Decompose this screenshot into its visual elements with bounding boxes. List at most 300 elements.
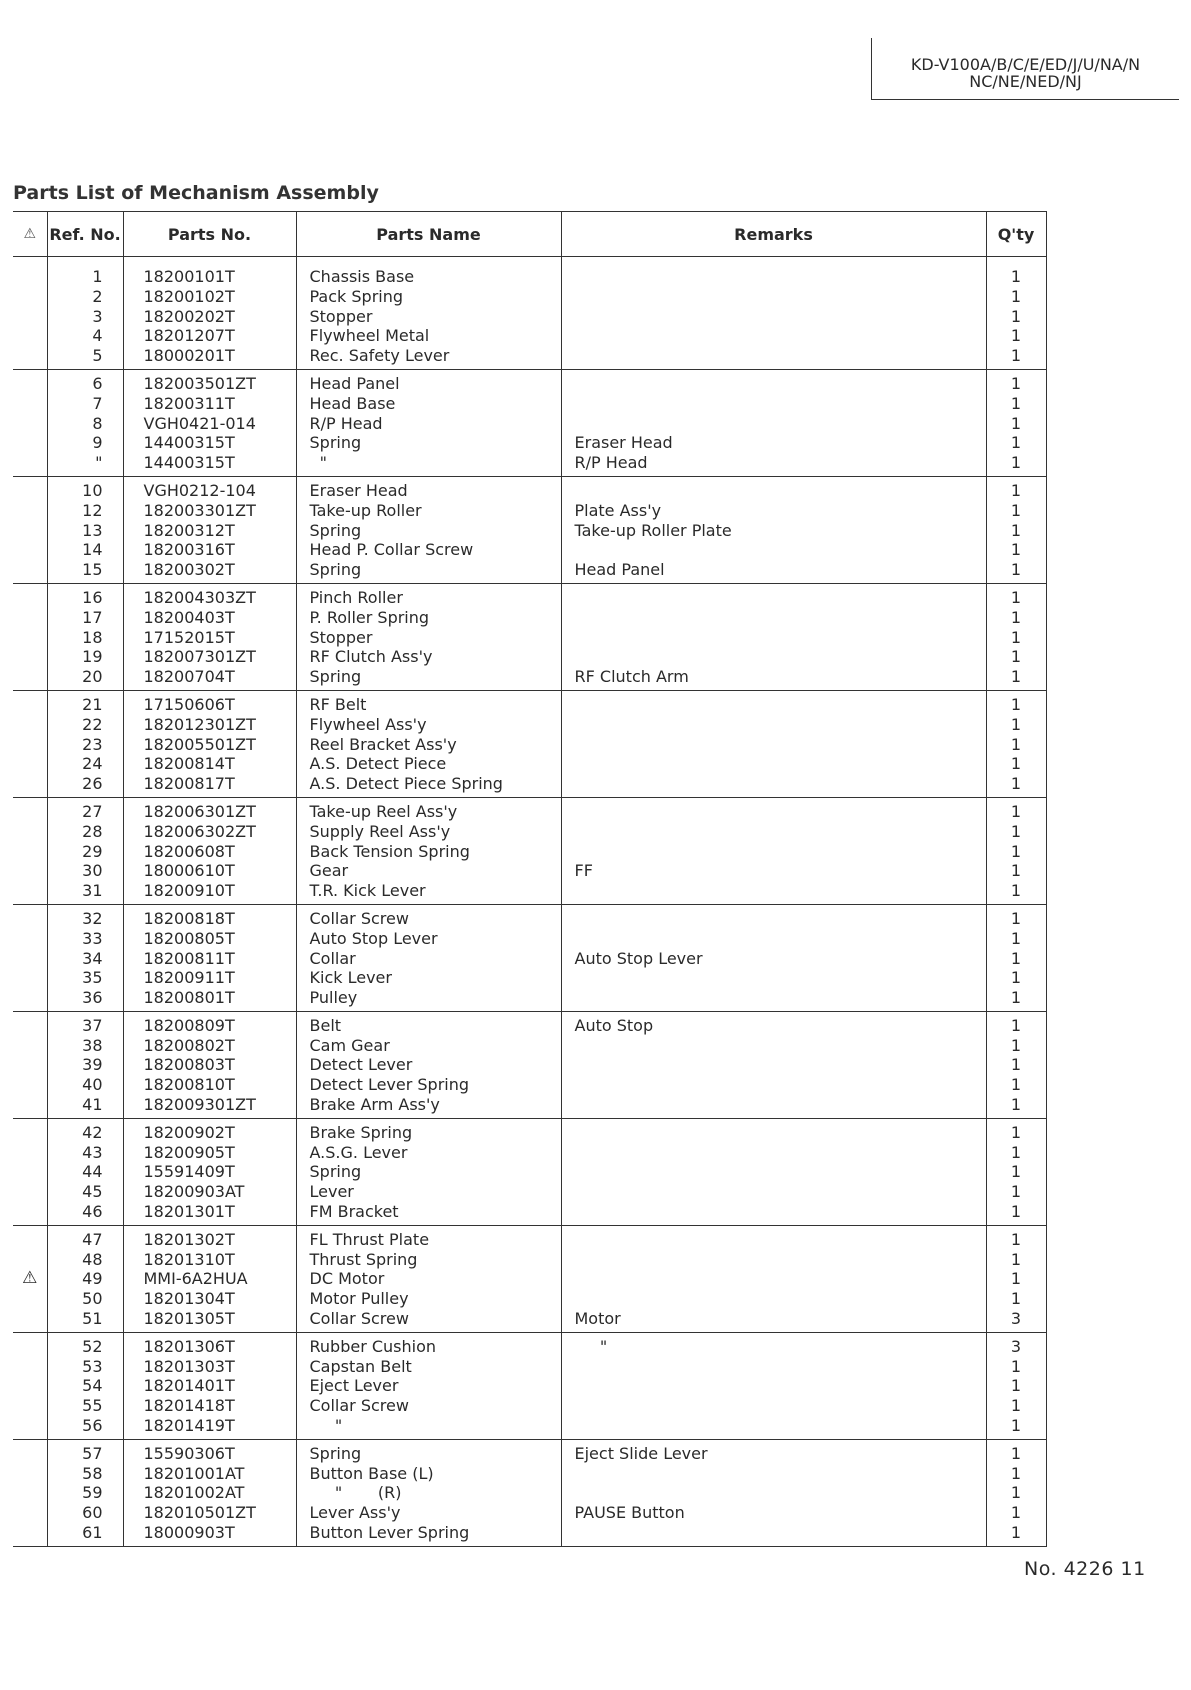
cell-line: 34	[82, 948, 103, 968]
warning-icon	[13, 414, 47, 434]
cell-line	[562, 1357, 986, 1377]
cell-line: 18201310T	[143, 1249, 235, 1269]
cell-line: 1	[1010, 801, 1022, 821]
ref-no-cell	[47, 583, 123, 690]
warning-icon	[13, 695, 47, 715]
cell-line: 1	[1010, 647, 1022, 667]
ref-no-cell	[47, 369, 123, 476]
cell-line: Eject Slide Lever	[574, 1443, 708, 1463]
cell-line: 1	[1010, 1463, 1022, 1483]
cell-line: 1	[1010, 1356, 1022, 1376]
cell-line: 1	[1010, 500, 1022, 520]
cell-line: VGH0212-104	[143, 480, 256, 500]
warning-icon	[13, 1123, 47, 1143]
cell-line: Back Tension Spring	[309, 841, 470, 861]
cell-line: 18201303T	[143, 1356, 235, 1376]
cell-line: 12	[82, 500, 103, 520]
cell-line	[562, 909, 986, 929]
cell-line: Rubber Cushion	[309, 1336, 437, 1356]
cell-line: 1	[1010, 1523, 1022, 1543]
cell-line: 1	[1010, 480, 1022, 500]
warning-icon	[13, 481, 47, 501]
warning-icon	[13, 1416, 47, 1436]
remarks-cell	[561, 1332, 986, 1439]
cell-line: 18201305T	[143, 1309, 235, 1329]
warning-icon	[13, 501, 47, 521]
cell-line: 1	[1010, 306, 1022, 326]
cell-line: 182004303ZT	[143, 587, 256, 607]
cell-line: R/P Head	[309, 413, 383, 433]
warning-icon	[13, 881, 47, 901]
parts-name-cell	[296, 1225, 561, 1332]
cell-line: 51	[82, 1309, 103, 1329]
ref-no-cell	[47, 1225, 123, 1332]
cell-line: 9	[92, 433, 103, 453]
table-row-group	[13, 369, 1046, 476]
cell-line	[562, 287, 986, 307]
parts-no-cell	[123, 583, 296, 690]
cell-line: 1	[1010, 1015, 1022, 1035]
warning-icon	[13, 1143, 47, 1163]
cell-line: 1	[1010, 286, 1022, 306]
parts-no-cell	[123, 1011, 296, 1118]
cell-line: Spring	[309, 667, 362, 687]
cell-line: Head Panel	[309, 373, 400, 393]
col-header-remarks: Remarks	[561, 212, 986, 257]
cell-line: Motor	[574, 1309, 621, 1329]
cell-line: PAUSE Button	[574, 1503, 685, 1523]
cell-line: Spring	[309, 560, 362, 580]
cell-line: 37	[82, 1015, 103, 1035]
cell-line: 3	[92, 306, 103, 326]
cell-line	[562, 774, 986, 794]
cell-line: Motor Pulley	[309, 1289, 409, 1309]
cell-line: " (R)	[309, 1483, 402, 1503]
cell-line	[562, 1036, 986, 1056]
warning-cell	[13, 690, 47, 797]
parts-no-cell	[123, 257, 296, 370]
cell-line: Chassis Base	[309, 267, 415, 286]
cell-line: Stopper	[309, 306, 373, 326]
cell-line: 1	[1010, 908, 1022, 928]
cell-line: 48	[82, 1249, 103, 1269]
warning-cell	[13, 257, 47, 370]
cell-line: 20	[82, 667, 103, 687]
table-row-group	[13, 1225, 1046, 1332]
warning-icon	[13, 453, 47, 473]
cell-line: 1	[1010, 1035, 1022, 1055]
cell-line: 61	[82, 1523, 103, 1543]
parts-name-cell	[296, 583, 561, 690]
cell-line: "	[95, 453, 103, 473]
cell-line: Auto Stop	[574, 1015, 654, 1035]
cell-line: 18201207T	[143, 326, 235, 346]
cell-line: 29	[82, 841, 103, 861]
cell-line: 18200902T	[143, 1122, 235, 1142]
cell-line: Collar Screw	[309, 908, 409, 928]
parts-name-cell	[296, 476, 561, 583]
cell-line: 3	[1010, 1309, 1022, 1329]
warning-cell	[13, 1332, 47, 1439]
cell-line	[562, 307, 986, 327]
cell-line: 45	[82, 1182, 103, 1202]
cell-line	[562, 346, 986, 366]
cell-line: 18200803T	[143, 1055, 235, 1075]
cell-line: "	[309, 453, 328, 473]
cell-line: Belt	[309, 1015, 342, 1035]
cell-line: 3	[1010, 1336, 1022, 1356]
cell-line: 1	[1010, 607, 1022, 627]
cell-line: 1	[1010, 1202, 1022, 1222]
cell-line: Head Panel	[574, 560, 665, 580]
ref-no-cell	[47, 1011, 123, 1118]
cell-line: 31	[82, 881, 103, 901]
warning-cell	[13, 1011, 47, 1118]
cell-line: 1	[1010, 667, 1022, 687]
table-header-row	[13, 212, 1046, 257]
parts-no-cell	[123, 1439, 296, 1546]
cell-line: 54	[82, 1376, 103, 1396]
cell-line: Auto Stop Lever	[309, 928, 438, 948]
qty-cell	[986, 476, 1046, 583]
warning-icon	[13, 1464, 47, 1484]
cell-line	[562, 1483, 986, 1503]
cell-line: 57	[82, 1443, 103, 1463]
warning-icon	[13, 968, 47, 988]
warning-icon	[13, 988, 47, 1008]
cell-line	[562, 881, 986, 901]
cell-line: 49	[82, 1269, 103, 1289]
cell-line	[562, 1055, 986, 1075]
qty-cell	[986, 797, 1046, 904]
cell-line: 58	[82, 1463, 103, 1483]
cell-line: Auto Stop Lever	[574, 948, 703, 968]
cell-line: 18200811T	[143, 948, 235, 968]
cell-line: 14400315T	[143, 453, 235, 473]
warning-icon	[13, 1503, 47, 1523]
parts-name-cell	[296, 1011, 561, 1118]
warning-icon	[13, 1250, 47, 1270]
cell-line: 18200312T	[143, 520, 235, 540]
warning-icon	[13, 822, 47, 842]
warning-icon	[13, 326, 47, 346]
cell-line: 18200101T	[143, 267, 235, 286]
cell-line: Flywheel Ass'y	[309, 714, 427, 734]
cell-line: 18	[82, 627, 103, 647]
cell-line	[562, 647, 986, 667]
cell-line: 40	[82, 1075, 103, 1095]
cell-line: Take-up Roller Plate	[574, 520, 732, 540]
warning-icon	[13, 433, 47, 453]
cell-line: 18200910T	[143, 881, 235, 901]
cell-line	[562, 1162, 986, 1182]
cell-line: 18000610T	[143, 861, 235, 881]
cell-line	[562, 715, 986, 735]
cell-line: 182006301ZT	[143, 801, 256, 821]
cell-line: 1	[1010, 627, 1022, 647]
cell-line: 182006302ZT	[143, 821, 256, 841]
cell-line	[562, 1269, 986, 1289]
warning-icon	[13, 374, 47, 394]
cell-line	[562, 326, 986, 346]
cell-line: 1	[1010, 413, 1022, 433]
cell-line: 1	[1010, 1162, 1022, 1182]
cell-line: Eraser Head	[309, 480, 408, 500]
cell-line: 28	[82, 821, 103, 841]
col-header-parts-name: Parts Name	[296, 212, 561, 257]
model-line-1: KD-V100A/B/C/E/ED/J/U/NA/N	[910, 55, 1141, 74]
cell-line: 17	[82, 607, 103, 627]
cell-line: 1	[1010, 1269, 1022, 1289]
cell-line	[562, 540, 986, 560]
cell-line: 35	[82, 968, 103, 988]
cell-line: A.S. Detect Piece Spring	[309, 774, 503, 794]
cell-line: 1	[1010, 948, 1022, 968]
parts-name-cell	[296, 797, 561, 904]
warning-icon	[13, 929, 47, 949]
table-row-group	[13, 1118, 1046, 1225]
parts-no-cell	[123, 1225, 296, 1332]
cell-line: 18201306T	[143, 1336, 235, 1356]
warning-icon	[13, 1289, 47, 1309]
cell-line: 1	[1010, 1182, 1022, 1202]
warning-icon	[13, 1202, 47, 1222]
cell-line: Brake Spring	[309, 1122, 413, 1142]
cell-line: RF Belt	[309, 694, 367, 714]
parts-name-cell	[296, 690, 561, 797]
warning-icon	[13, 394, 47, 414]
cell-line: 1	[1010, 1122, 1022, 1142]
cell-line: Lever Ass'y	[309, 1503, 401, 1523]
cell-line: 1	[1010, 1095, 1022, 1115]
cell-line: 18201418T	[143, 1396, 235, 1416]
warning-icon	[13, 1483, 47, 1503]
cell-line: 182012301ZT	[143, 714, 256, 734]
cell-line: 18201302T	[143, 1229, 235, 1249]
parts-name-cell	[296, 369, 561, 476]
cell-line: 18200805T	[143, 928, 235, 948]
cell-line: Spring	[309, 1443, 362, 1463]
cell-line: 60	[82, 1503, 103, 1523]
qty-cell	[986, 1332, 1046, 1439]
remarks-cell	[561, 257, 986, 370]
warning-icon	[13, 1337, 47, 1357]
parts-no-cell	[123, 476, 296, 583]
cell-line: RF Clutch Arm	[574, 667, 689, 687]
warning-icon	[13, 1357, 47, 1377]
cell-line: 1	[1010, 774, 1022, 794]
cell-line: 30	[82, 861, 103, 881]
warning-icon	[13, 588, 47, 608]
cell-line: 1	[1010, 754, 1022, 774]
cell-line: P. Roller Spring	[309, 607, 430, 627]
cell-line: MMI-6A2HUA	[143, 1269, 248, 1289]
cell-line: 14400315T	[143, 433, 235, 453]
cell-line: Button Lever Spring	[309, 1523, 470, 1543]
col-header-parts-no: Parts No.	[123, 212, 296, 257]
cell-line: 33	[82, 928, 103, 948]
col-header-ref-no: Ref. No.	[47, 212, 123, 257]
cell-line: 17152015T	[143, 627, 235, 647]
cell-line	[562, 1396, 986, 1416]
cell-line: 18201304T	[143, 1289, 235, 1309]
parts-no-cell	[123, 1332, 296, 1439]
cell-line: Detect Lever Spring	[309, 1075, 470, 1095]
cell-line: Head Base	[309, 393, 396, 413]
cell-line: 1	[1010, 1503, 1022, 1523]
cell-line: VGH0421-014	[143, 413, 256, 433]
cell-line: 1	[1010, 881, 1022, 901]
cell-line: 18200802T	[143, 1035, 235, 1055]
parts-no-cell	[123, 797, 296, 904]
cell-line: 18201301T	[143, 1202, 235, 1222]
cell-line: 18200818T	[143, 908, 235, 928]
ref-no-cell	[47, 1332, 123, 1439]
cell-line: 27	[82, 801, 103, 821]
cell-line	[562, 628, 986, 648]
cell-line: 46	[82, 1202, 103, 1222]
cell-line	[562, 1182, 986, 1202]
cell-line: 24	[82, 754, 103, 774]
qty-cell	[986, 583, 1046, 690]
remarks-cell	[561, 1118, 986, 1225]
model-line-2: NC/NE/NED/NJ	[969, 72, 1082, 91]
remarks-cell	[561, 476, 986, 583]
cell-line: R/P Head	[574, 453, 648, 473]
cell-line: 1	[1010, 267, 1022, 286]
warning-icon	[13, 802, 47, 822]
cell-line: 15590306T	[143, 1443, 235, 1463]
warning-icon	[13, 754, 47, 774]
ref-no-cell	[47, 1118, 123, 1225]
remarks-cell	[561, 1225, 986, 1332]
table-row-group	[13, 904, 1046, 1011]
cell-line: 50	[82, 1289, 103, 1309]
cell-line: 18200817T	[143, 774, 235, 794]
cell-line: Capstan Belt	[309, 1356, 412, 1376]
warning-cell	[13, 797, 47, 904]
col-header-warning: ⚠	[13, 212, 47, 257]
cell-line: "	[574, 1336, 608, 1356]
warning-icon	[13, 1376, 47, 1396]
warning-icon	[13, 346, 47, 366]
cell-line: "	[309, 1416, 343, 1436]
cell-line: 39	[82, 1055, 103, 1075]
warning-icon	[13, 267, 47, 287]
cell-line: Detect Lever	[309, 1055, 413, 1075]
cell-line: 18200102T	[143, 286, 235, 306]
ref-no-cell	[47, 690, 123, 797]
cell-line: 5	[92, 346, 103, 366]
cell-line: 182003501ZT	[143, 373, 256, 393]
cell-line: 8	[92, 413, 103, 433]
ref-no-cell	[47, 1439, 123, 1546]
cell-line	[562, 1123, 986, 1143]
warning-icon	[13, 560, 47, 580]
warning-icon	[13, 647, 47, 667]
cell-line: 15	[82, 560, 103, 580]
cell-line: 4	[92, 326, 103, 346]
cell-line: T.R. Kick Lever	[309, 881, 426, 901]
cell-line: 2	[92, 286, 103, 306]
parts-table	[13, 211, 1047, 1547]
cell-line: Plate Ass'y	[574, 500, 662, 520]
cell-line: 1	[1010, 928, 1022, 948]
cell-line: 1	[1010, 841, 1022, 861]
qty-cell	[986, 1439, 1046, 1546]
warning-icon	[13, 1230, 47, 1250]
cell-line: 1	[1010, 433, 1022, 453]
cell-line: Spring	[309, 520, 362, 540]
cell-line: 18201419T	[143, 1416, 235, 1436]
warning-icon	[13, 1075, 47, 1095]
qty-cell	[986, 257, 1046, 370]
cell-line: 1	[1010, 560, 1022, 580]
warning-cell	[13, 904, 47, 1011]
table-row-group	[13, 690, 1046, 797]
qty-cell	[986, 690, 1046, 797]
cell-line: Pack Spring	[309, 286, 404, 306]
cell-line: 18200202T	[143, 306, 235, 326]
cell-line: 1	[1010, 1249, 1022, 1269]
cell-line: 18000903T	[143, 1523, 235, 1543]
warning-cell	[13, 1118, 47, 1225]
cell-line: Brake Arm Ass'y	[309, 1095, 440, 1115]
cell-line: 18000201T	[143, 346, 235, 366]
cell-line: A.S. Detect Piece	[309, 754, 447, 774]
remarks-cell	[561, 904, 986, 1011]
warning-icon	[13, 909, 47, 929]
cell-line: Eraser Head	[574, 433, 673, 453]
cell-line: 182007301ZT	[143, 647, 256, 667]
warning-icon	[13, 521, 47, 541]
warning-icon	[13, 774, 47, 794]
cell-line: 1	[1010, 1229, 1022, 1249]
cell-line: 23	[82, 734, 103, 754]
cell-line: 1	[1010, 1075, 1022, 1095]
cell-line: 18200403T	[143, 607, 235, 627]
cell-line: 53	[82, 1356, 103, 1376]
table-row-group	[13, 797, 1046, 904]
cell-line: 1	[1010, 968, 1022, 988]
cell-line: 17150606T	[143, 694, 235, 714]
cell-line: 1	[1010, 393, 1022, 413]
cell-line: 18200801T	[143, 988, 235, 1008]
cell-line: 59	[82, 1483, 103, 1503]
parts-no-cell	[123, 1118, 296, 1225]
cell-line: Take-up Reel Ass'y	[309, 801, 458, 821]
remarks-cell	[561, 690, 986, 797]
cell-line: 26	[82, 774, 103, 794]
cell-line: 6	[92, 373, 103, 393]
parts-name-cell	[296, 257, 561, 370]
cell-line: 1	[1010, 373, 1022, 393]
warning-cell	[13, 1439, 47, 1546]
ref-no-cell	[47, 257, 123, 370]
warning-icon	[13, 842, 47, 862]
warning-cell	[13, 476, 47, 583]
cell-line: 1	[1010, 1396, 1022, 1416]
cell-line	[562, 1250, 986, 1270]
cell-line: 18200911T	[143, 968, 235, 988]
cell-line: 44	[82, 1162, 103, 1182]
warning-icon	[13, 1036, 47, 1056]
cell-line: 1	[1010, 520, 1022, 540]
parts-name-cell	[296, 1439, 561, 1546]
cell-line	[562, 802, 986, 822]
cell-line	[562, 1416, 986, 1436]
cell-line	[562, 1095, 986, 1115]
